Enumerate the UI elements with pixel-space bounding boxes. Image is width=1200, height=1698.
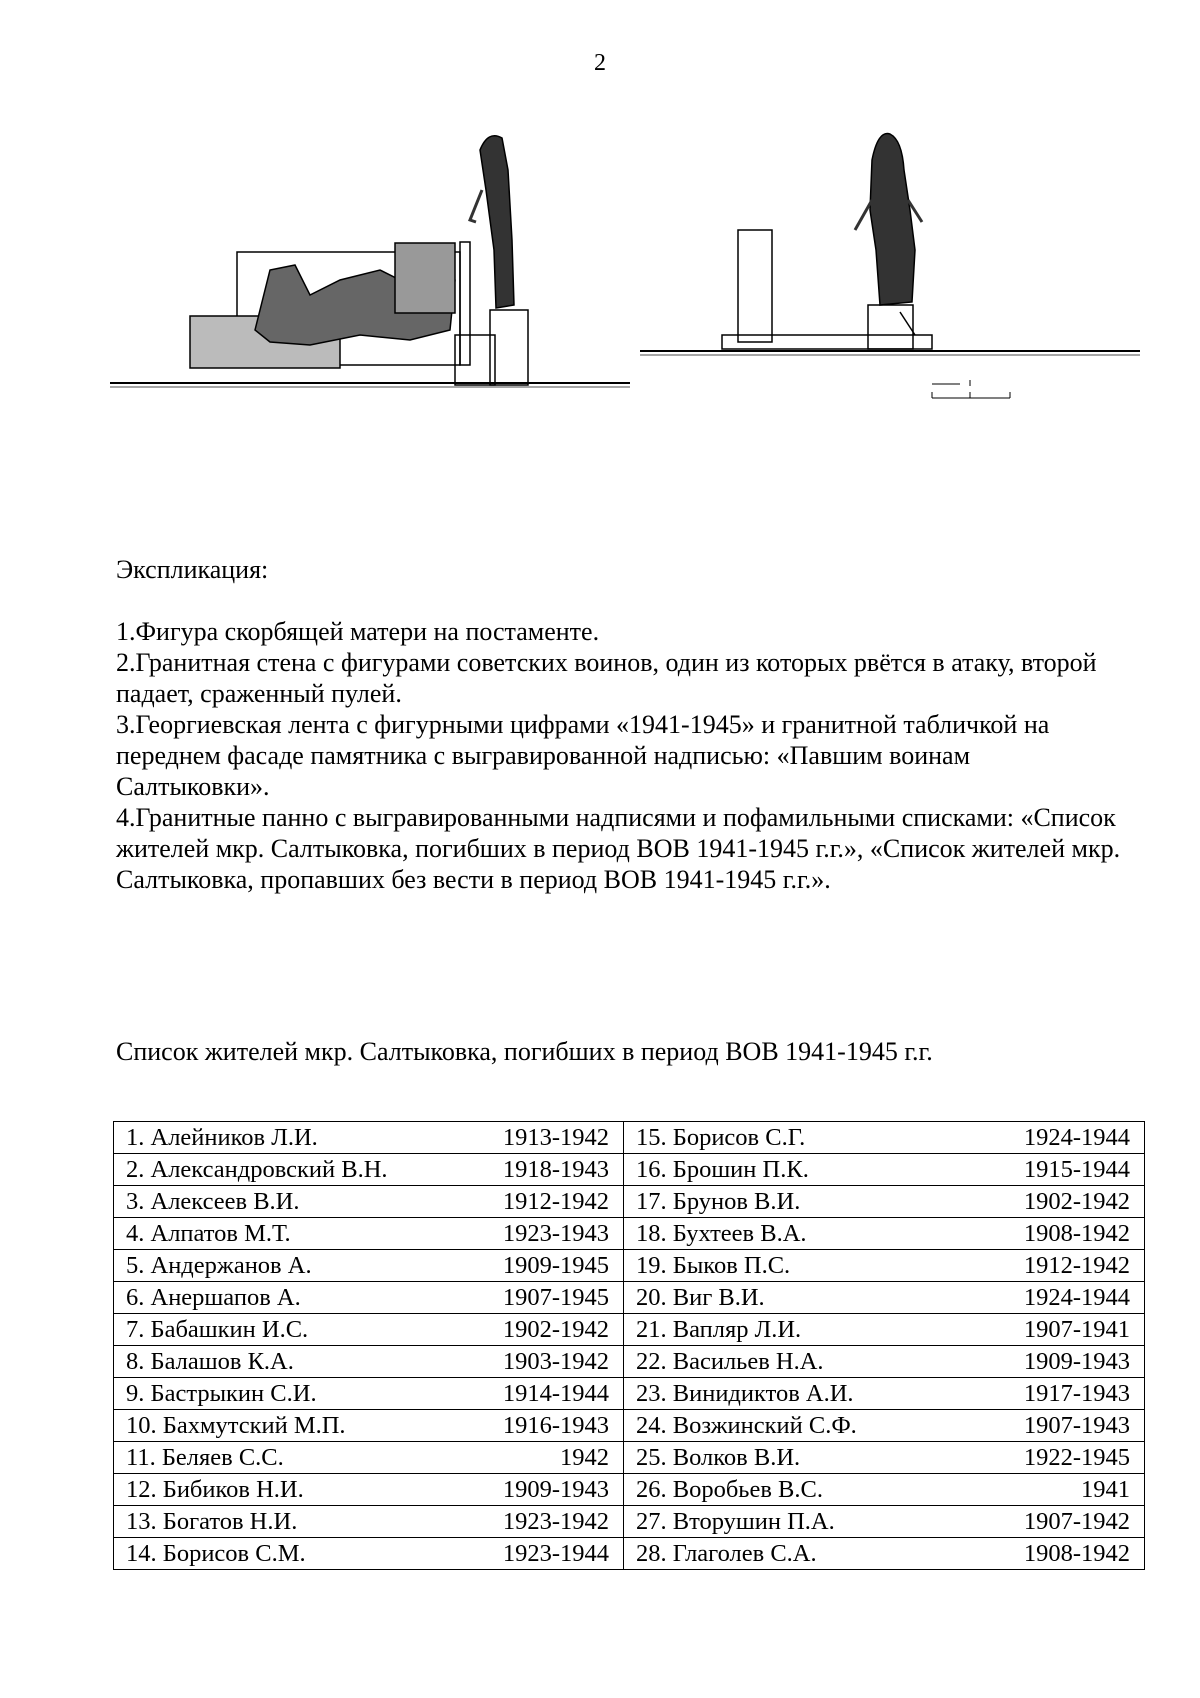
life-years: 1923-1943 <box>474 1218 624 1250</box>
life-years: 1908-1942 <box>984 1218 1145 1250</box>
life-years: 1916-1943 <box>474 1410 624 1442</box>
life-years: 1922-1945 <box>984 1442 1145 1474</box>
person-name: 22. Васильев Н.А. <box>624 1346 984 1378</box>
person-name: 19. Быков П.С. <box>624 1250 984 1282</box>
life-years: 1912-1942 <box>984 1250 1145 1282</box>
explication-list <box>116 616 1126 895</box>
table-row <box>114 1218 1145 1250</box>
table-row <box>114 1506 1145 1538</box>
life-years: 1907-1942 <box>984 1506 1145 1538</box>
person-name: 5. Андержанов А. <box>114 1250 474 1282</box>
life-years: 1918-1943 <box>474 1154 624 1186</box>
person-name: 14. Борисов С.М. <box>114 1538 474 1570</box>
table-row <box>114 1282 1145 1314</box>
life-years: 1924-1944 <box>984 1122 1145 1154</box>
life-years: 1907-1945 <box>474 1282 624 1314</box>
life-years: 1902-1942 <box>474 1314 624 1346</box>
person-name: 2. Александровский В.Н. <box>114 1154 474 1186</box>
person-name: 28. Глаголев С.А. <box>624 1538 984 1570</box>
roster-title: Список жителей мкр. Салтыковка, погибших в период ВОВ 1941-1945 г.г. <box>116 1037 933 1066</box>
life-years: 1923-1942 <box>474 1506 624 1538</box>
person-name: 26. Воробьев В.С. <box>624 1474 984 1506</box>
life-years: 1915-1944 <box>984 1154 1145 1186</box>
table-row <box>114 1250 1145 1282</box>
table-row <box>114 1474 1145 1506</box>
life-years: 1907-1943 <box>984 1410 1145 1442</box>
table-row <box>114 1346 1145 1378</box>
person-name: 15. Борисов С.Г. <box>624 1122 984 1154</box>
person-name: 27. Вторушин П.А. <box>624 1506 984 1538</box>
life-years: 1907-1941 <box>984 1314 1145 1346</box>
table-row <box>114 1378 1145 1410</box>
person-name: 1. Алейников Л.И. <box>114 1122 474 1154</box>
person-name: 18. Бухтеев В.А. <box>624 1218 984 1250</box>
explication-item: 1.Фигура скорбящей матери на постаменте. <box>116 617 600 646</box>
explication-item: 4.Гранитные панно с выгравированными надписями и пофамильными списками: «Список жителей мкр. Салтыковка, погибших в период ВОВ 1941-1945 г.г.», «Список жителей мкр. Салтыковка, пропавших без вести в период ВОВ 1941-1945 г.г.». <box>116 803 1121 894</box>
person-name: 12. Бибиков Н.И. <box>114 1474 474 1506</box>
life-years: 1909-1943 <box>984 1346 1145 1378</box>
table-row <box>114 1122 1145 1154</box>
person-name: 21. Вапляр Л.И. <box>624 1314 984 1346</box>
roster-table <box>113 1121 1145 1570</box>
life-years: 1908-1942 <box>984 1538 1145 1570</box>
life-years: 1909-1943 <box>474 1474 624 1506</box>
scale-bar <box>932 380 1010 398</box>
explication-title: Экспликация: <box>116 555 269 584</box>
person-name: 11. Беляев С.С. <box>114 1442 474 1474</box>
person-name: 24. Возжинский С.Ф. <box>624 1410 984 1442</box>
explication-item: 3.Георгиевская лента с фигурными цифрами «1941-1945» и гранитной табличкой на переднем фасаде памятника с выгравированной надписью: «Павшим воинам Салтыковки». <box>116 710 1050 801</box>
person-name: 6. Анершапов А. <box>114 1282 474 1314</box>
life-years: 1914-1944 <box>474 1378 624 1410</box>
life-years: 1924-1944 <box>984 1282 1145 1314</box>
life-years: 1912-1942 <box>474 1186 624 1218</box>
life-years: 1903-1942 <box>474 1346 624 1378</box>
person-name: 16. Брошин П.К. <box>624 1154 984 1186</box>
person-name: 17. Брунов В.И. <box>624 1186 984 1218</box>
life-years: 1917-1943 <box>984 1378 1145 1410</box>
page-number: 2 <box>594 50 606 76</box>
person-name: 25. Волков В.И. <box>624 1442 984 1474</box>
table-row <box>114 1410 1145 1442</box>
life-years: 1913-1942 <box>474 1122 624 1154</box>
table-row <box>114 1442 1145 1474</box>
explication-item: 2.Гранитная стена с фигурами советских воинов, один из которых рвётся в атаку, второй падает, сраженный пулей. <box>116 648 1097 708</box>
person-name: 20. Виг В.И. <box>624 1282 984 1314</box>
table-row <box>114 1314 1145 1346</box>
monument-elevation-drawing <box>110 130 1140 450</box>
life-years: 1923-1944 <box>474 1538 624 1570</box>
person-name: 8. Балашов К.А. <box>114 1346 474 1378</box>
table-row <box>114 1538 1145 1570</box>
life-years: 1941 <box>984 1474 1145 1506</box>
front-elevation <box>110 136 630 387</box>
person-name: 10. Бахмутский М.П. <box>114 1410 474 1442</box>
person-name: 4. Алпатов М.Т. <box>114 1218 474 1250</box>
table-row <box>114 1186 1145 1218</box>
table-row <box>114 1154 1145 1186</box>
person-name: 9. Бастрыкин С.И. <box>114 1378 474 1410</box>
person-name: 3. Алексеев В.И. <box>114 1186 474 1218</box>
life-years: 1942 <box>474 1442 624 1474</box>
person-name: 7. Бабашкин И.С. <box>114 1314 474 1346</box>
person-name: 13. Богатов Н.И. <box>114 1506 474 1538</box>
life-years: 1902-1942 <box>984 1186 1145 1218</box>
side-elevation <box>640 134 1140 355</box>
life-years: 1909-1945 <box>474 1250 624 1282</box>
person-name: 23. Винидиктов А.И. <box>624 1378 984 1410</box>
